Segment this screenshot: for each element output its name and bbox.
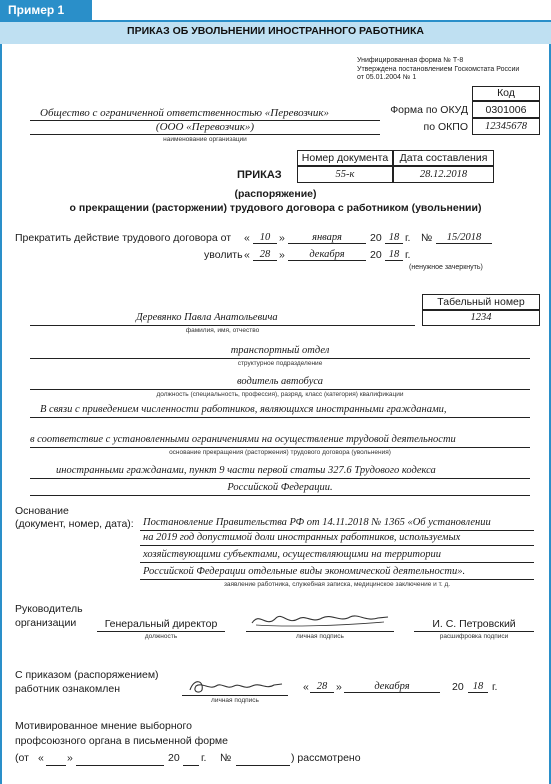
head-position-rule xyxy=(97,631,225,632)
basis-line1-rule xyxy=(140,530,534,531)
union-line2: профсоюзного органа в письменной форме xyxy=(15,735,228,747)
page-title: ПРИКАЗ ОБ УВОЛЬНЕНИИ ИНОСТРАННОГО РАБОТНИКА xyxy=(127,25,424,37)
ack-day: 28 xyxy=(310,681,334,693)
head-position: Генеральный директор xyxy=(104,618,218,630)
ack-day-close-quote: » xyxy=(336,681,342,693)
okpo-label: по ОКПО xyxy=(423,121,468,133)
union-tail: ) рассмотрено xyxy=(291,752,361,764)
employee-name: Деревянко Павла Анатольевича xyxy=(136,312,278,323)
basis-line2-rule xyxy=(140,545,534,546)
unified-form-line3: от 05.01.2004 № 1 xyxy=(357,74,417,81)
dismiss-year: 18 xyxy=(385,249,403,261)
ack-year: 18 xyxy=(468,681,488,693)
basis-line1: Постановление Правительства РФ от 14.11.2018 № 1365 «Об установлении xyxy=(143,517,491,528)
head-label1: Руководитель xyxy=(15,603,83,615)
employee-name-line xyxy=(30,325,415,326)
union-open-quote: « xyxy=(38,752,44,764)
from-month: января xyxy=(288,232,366,244)
basis-line4-rule xyxy=(140,579,534,580)
grounds-line1: В связи с приведением численности работников, являющихся иностранными гражданами, xyxy=(40,404,447,415)
union-number-blank xyxy=(236,765,290,766)
department-value: транспортный отдел xyxy=(230,345,330,356)
head-name-caption: расшифровка подписи xyxy=(439,633,509,640)
ack-month: декабря xyxy=(344,681,440,693)
head-position-caption: должность xyxy=(144,633,178,640)
ack-year-prefix: 20 xyxy=(452,681,464,693)
union-year-prefix: 20 xyxy=(168,752,180,764)
from-year-suffix: г. xyxy=(405,232,411,244)
grounds-line3-rule xyxy=(30,478,530,479)
organization-name-line1: Общество с ограниченной ответственностью «Перевозчик» xyxy=(40,107,330,119)
date-header: Дата составления xyxy=(393,150,494,166)
union-close-quote: » xyxy=(67,752,73,764)
head-signature-rule xyxy=(246,631,394,632)
dismiss-day-open-quote: « xyxy=(244,249,250,261)
from-day-open-quote: « xyxy=(244,232,250,244)
organization-line2 xyxy=(30,134,380,135)
grounds-line2-rule xyxy=(30,447,530,448)
union-day-blank xyxy=(46,765,66,766)
order-subtitle-1: (распоряжение) xyxy=(234,188,317,200)
organization-caption: наименование организации xyxy=(163,136,247,143)
grounds-line2: в соответствие с установленными ограничениями на осуществление трудовой деятельности xyxy=(30,434,456,445)
employee-signature-caption: личная подпись xyxy=(211,697,259,704)
okpo-value: 12345678 xyxy=(472,118,540,135)
example-tab-label: Пример 1 xyxy=(0,0,92,20)
basis-label1: Основание xyxy=(15,505,69,517)
basis-caption: заявление работника, служебная записка, медицинское заключение и т. д. xyxy=(223,581,451,588)
union-year-blank xyxy=(183,765,199,766)
department-caption: структурное подразделение xyxy=(237,360,323,367)
okud-label: Форма по ОКУД xyxy=(390,104,468,116)
basis-line3: хозяйствующими субъектами, осуществляющими на территории xyxy=(143,549,441,560)
employee-signature-rule xyxy=(182,695,288,696)
from-day: 10 xyxy=(253,232,277,244)
employee-signature xyxy=(182,676,288,696)
terminate-label: Прекратить действие трудового договора от xyxy=(15,232,232,244)
strike-note: (ненужное зачеркнуть) xyxy=(409,264,483,271)
grounds-line1-rule xyxy=(30,417,530,418)
from-day-close-quote: » xyxy=(279,232,285,244)
order-number: 55-к xyxy=(297,166,393,183)
dismiss-year-prefix: 20 xyxy=(370,249,382,261)
union-num-sign: № xyxy=(220,752,232,764)
position-caption: должность (специальность, профессия), разряд, класс (категория) квалификации xyxy=(156,391,404,398)
basis-line4: Российской Федерации отдельные виды экономической деятельности». xyxy=(143,566,466,577)
contract-number: 15/2018 xyxy=(436,232,492,244)
union-from: (от xyxy=(15,752,29,764)
unified-form-line2: Утверждена постановлением Госкомстата России xyxy=(357,65,520,73)
head-signature-caption: личная подпись xyxy=(296,633,344,640)
dismiss-day-close-quote: » xyxy=(279,249,285,261)
doc-number-header: Номер документа xyxy=(297,150,393,166)
ack-day-open-quote: « xyxy=(303,681,309,693)
head-signature xyxy=(246,609,394,631)
grounds-line4: Российской Федерации. xyxy=(227,482,333,493)
basis-label2: (документ, номер, дата): xyxy=(15,518,134,530)
from-year: 18 xyxy=(385,232,403,244)
dismiss-label: уволить xyxy=(204,249,243,261)
head-name-rule xyxy=(414,631,534,632)
codes-header: Код xyxy=(472,86,540,101)
organization-name-line2: (ООО «Перевозчик») xyxy=(155,121,255,133)
basis-line2: на 2019 год допустимой доли иностранных работников, используемых xyxy=(143,532,461,543)
basis-line3-rule xyxy=(140,562,534,563)
position-line xyxy=(30,389,530,390)
tab-number-header: Табельный номер xyxy=(422,294,540,310)
order-label: ПРИКАЗ xyxy=(237,169,282,181)
ack-year-suffix: г. xyxy=(492,681,498,693)
union-month-blank xyxy=(76,765,164,766)
union-line1: Мотивированное мнение выборного xyxy=(15,720,192,732)
from-year-prefix: 20 xyxy=(370,232,382,244)
contract-num-sign: № xyxy=(421,232,433,244)
dismiss-month: декабря xyxy=(288,249,366,261)
position-value: водитель автобуса xyxy=(237,376,323,387)
dismiss-year-suffix: г. xyxy=(405,249,411,261)
order-date: 28.12.2018 xyxy=(393,166,494,183)
okud-value: 0301006 xyxy=(472,101,540,118)
grounds-line4-rule xyxy=(30,495,530,496)
head-name: И. С. Петровский xyxy=(432,618,516,630)
order-subtitle-2: о прекращении (расторжении) трудового договора с работником (увольнении) xyxy=(69,202,482,214)
employee-name-caption: фамилия, имя, отчество xyxy=(185,327,260,334)
dismiss-day: 28 xyxy=(253,249,277,261)
unified-form-note xyxy=(357,57,547,83)
union-year-suffix: г. xyxy=(201,752,207,764)
grounds-line3: иностранными гражданами, пункт 9 части первой статьи 327.6 Трудового кодекса xyxy=(56,465,436,476)
acquainted-label2: работник ознакомлен xyxy=(15,683,120,695)
department-line xyxy=(30,358,530,359)
head-label2: организации xyxy=(15,617,77,629)
acquainted-label1: С приказом (распоряжением) xyxy=(15,669,159,681)
unified-form-line1: Унифицированная форма № Т-8 xyxy=(357,57,464,64)
grounds-caption: основание прекращения (расторжения) трудового договора (увольнения) xyxy=(169,449,391,456)
tab-number-value: 1234 xyxy=(422,310,540,326)
